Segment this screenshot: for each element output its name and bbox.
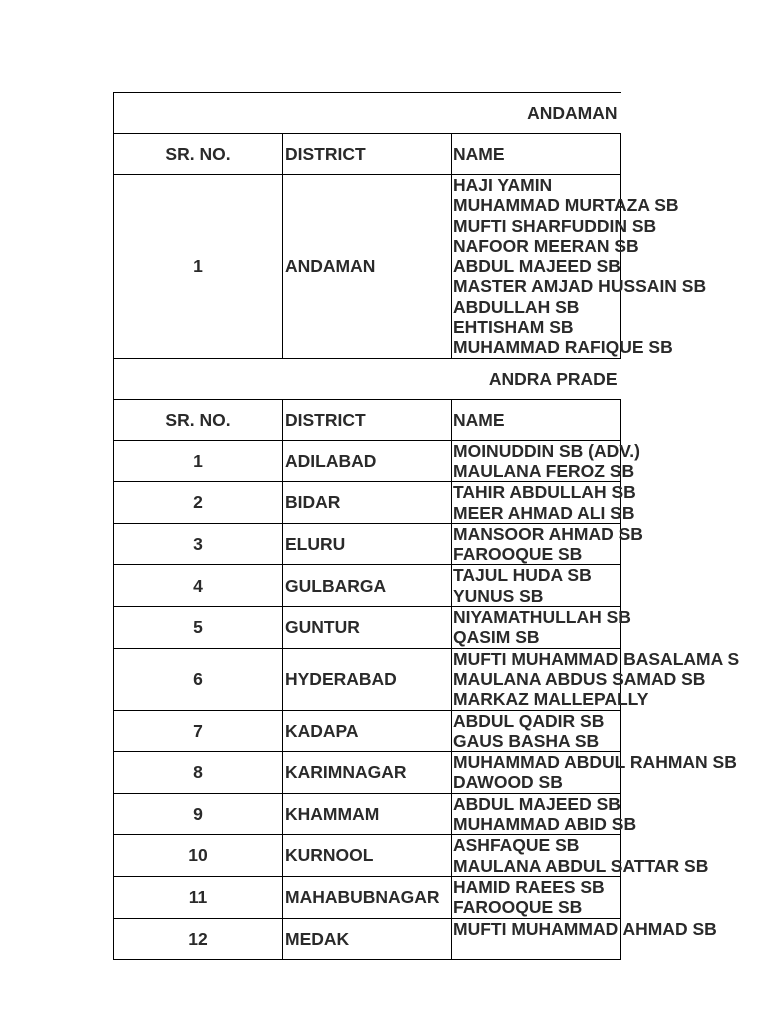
district-cell: HYDERABAD: [283, 648, 452, 710]
member-name: HAMID RAEES SB: [453, 876, 605, 897]
table-row: [114, 565, 621, 607]
sr-no-cell: 6: [114, 648, 283, 710]
table-row: [114, 523, 621, 565]
district-cell: BIDAR: [283, 482, 452, 524]
member-name: NAFOOR MEERAN SB: [453, 235, 639, 256]
member-name: QASIM SB: [453, 627, 540, 648]
member-name: FAROOQUE SB: [453, 544, 583, 565]
member-name: EHTISHAM SB: [453, 317, 574, 338]
member-name: MUFTI SHARFUDDIN SB: [453, 215, 657, 236]
member-name: MANSOOR AHMAD SB: [453, 523, 643, 544]
table-row: [114, 440, 621, 482]
member-name: MASTER AMJAD HUSSAIN SB: [453, 276, 707, 297]
member-name: [453, 939, 620, 959]
member-name: MAULANA FEROZ SB: [453, 460, 635, 481]
member-name: TAJUL HUDA SB: [453, 565, 592, 586]
district-cell: KADAPA: [283, 710, 452, 752]
section-title: ANDAMAN: [114, 93, 621, 134]
table-row: [114, 648, 621, 710]
names-cell: [452, 793, 637, 835]
member-name: YUNUS SB: [453, 585, 544, 606]
sr-no-cell: 12: [114, 918, 283, 960]
district-cell: ELURU: [283, 523, 452, 565]
sr-no-cell: 1: [114, 440, 283, 482]
district-cell: GUNTUR: [283, 607, 452, 649]
table-row: [114, 752, 621, 794]
header-name: NAME: [452, 399, 621, 440]
member-name: ABDUL MAJEED SB: [453, 793, 621, 814]
names-cell: [452, 752, 737, 794]
sr-no-cell: 3: [114, 523, 283, 565]
sr-no-cell: 5: [114, 607, 283, 649]
member-name: MUHAMMAD ABDUL RAHMAN SB: [453, 752, 737, 773]
sr-no-cell: 2: [114, 482, 283, 524]
header-district: DISTRICT: [283, 134, 452, 175]
table-row: [114, 482, 621, 524]
member-name: MOINUDDIN SB (ADV.): [453, 440, 640, 461]
names-cell: [452, 565, 621, 607]
member-name: ASHFAQUE SB: [453, 835, 580, 856]
names-cell: [452, 440, 640, 482]
member-name: MUHAMMAD RAFIQUE SB: [453, 337, 673, 358]
names-cell: [452, 835, 709, 877]
table-row: [114, 710, 621, 752]
district-cell: KURNOOL: [283, 835, 452, 877]
member-name: MEER AHMAD ALI SB: [453, 502, 635, 523]
contacts-table: [113, 92, 740, 960]
names-cell: [452, 710, 621, 752]
member-name: ABDULLAH SB: [453, 296, 580, 317]
header-sr-no: SR. NO.: [114, 399, 283, 440]
header-sr-no: SR. NO.: [114, 134, 283, 175]
member-name: MUHAMMAD ABID SB: [453, 814, 637, 835]
member-name: MAULANA ABDUL SATTAR SB: [453, 855, 709, 876]
member-name: HAJI YAMIN: [453, 175, 553, 195]
district-cell: GULBARGA: [283, 565, 452, 607]
district-cell: ADILABAD: [283, 440, 452, 482]
names-cell: [452, 648, 740, 710]
names-cell: [452, 482, 636, 524]
table-row: [114, 607, 621, 649]
member-name: ABDUL MAJEED SB: [453, 256, 621, 277]
table-row: [114, 835, 621, 877]
names-cell: [452, 175, 707, 359]
header-district: DISTRICT: [283, 399, 452, 440]
section-title-row: [114, 93, 621, 134]
member-name: MAULANA ABDUS SAMAD SB: [453, 668, 706, 689]
member-name: NIYAMATHULLAH SB: [453, 607, 631, 628]
member-name: ABDUL QADIR SB: [453, 710, 605, 731]
table-row: [114, 876, 621, 918]
member-name: MARKAZ MALLEPALLY: [453, 689, 649, 710]
sr-no-cell: 11: [114, 876, 283, 918]
member-name: FAROOQUE SB: [453, 897, 583, 918]
district-cell: KARIMNAGAR: [283, 752, 452, 794]
district-cell: MEDAK: [283, 918, 452, 960]
member-name: GAUS BASHA SB: [453, 730, 600, 751]
member-name: MUHAMMAD MURTAZA SB: [453, 195, 679, 216]
member-name: MUFTI MUHAMMAD AHMAD SB: [453, 918, 717, 939]
sr-no-cell: 9: [114, 793, 283, 835]
sr-no-cell: 10: [114, 835, 283, 877]
names-cell: [452, 607, 631, 649]
sr-no-cell: 7: [114, 710, 283, 752]
district-cell: KHAMMAM: [283, 793, 452, 835]
member-name: MUFTI MUHAMMAD BASALAMA S: [453, 648, 740, 669]
member-name: DAWOOD SB: [453, 772, 563, 793]
district-cell: MAHABUBNAGAR: [283, 876, 452, 918]
sr-no-cell: 1: [114, 175, 283, 359]
member-name: TAHIR ABDULLAH SB: [453, 482, 636, 503]
names-cell: [452, 523, 643, 565]
sr-no-cell: 8: [114, 752, 283, 794]
sr-no-cell: 4: [114, 565, 283, 607]
table-row: [114, 793, 621, 835]
header-name: NAME: [452, 134, 621, 175]
names-cell: [452, 918, 717, 960]
header-row: [114, 134, 621, 175]
table-row: [114, 175, 621, 359]
table-row: [114, 918, 621, 960]
header-row: [114, 399, 621, 440]
document-page: [113, 92, 740, 949]
names-cell: [452, 876, 621, 918]
section-title-row: [114, 358, 621, 399]
district-cell: ANDAMAN: [283, 175, 452, 359]
section-title: ANDRA PRADE: [114, 358, 621, 399]
